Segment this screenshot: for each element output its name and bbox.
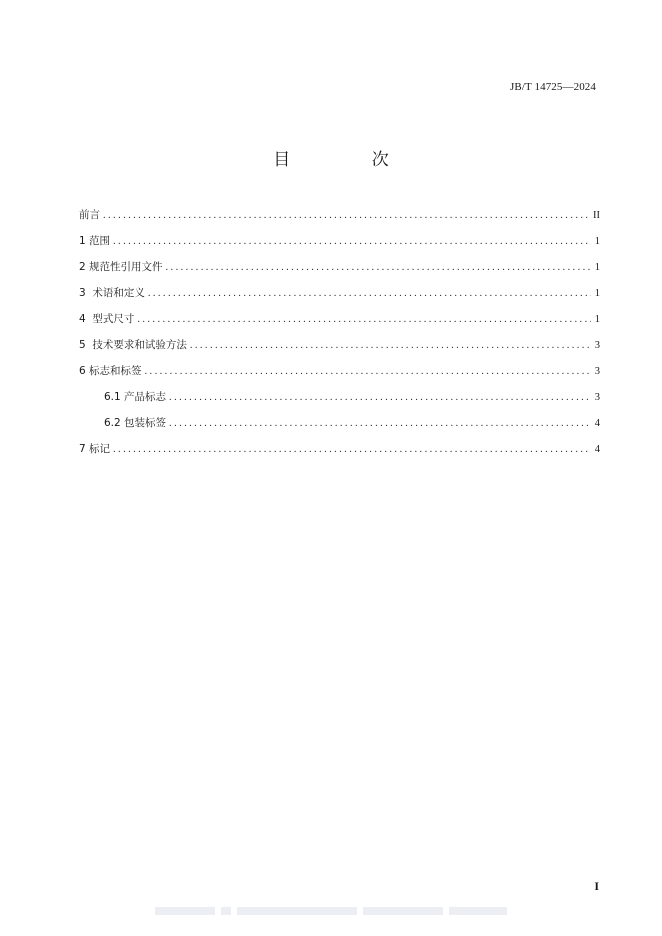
toc-entry-scope[interactable] xyxy=(79,233,600,259)
toc-leader-dots xyxy=(137,314,591,325)
toc-entry-marking-labelling[interactable] xyxy=(79,363,600,389)
toc-leader-dots xyxy=(113,444,591,455)
toc-entry-product-marking[interactable] xyxy=(79,389,600,415)
toc-entry-terms-definitions[interactable] xyxy=(79,285,600,311)
standard-number: JB/T 14725—2024 xyxy=(510,81,596,93)
toc-leader-dots xyxy=(148,288,591,299)
toc-entry-package-labelling[interactable] xyxy=(79,415,600,441)
table-of-contents xyxy=(79,207,600,467)
toc-title: 目 次 xyxy=(273,150,427,170)
toc-entry-page: 1 xyxy=(594,262,600,273)
toc-entry-page: 4 xyxy=(594,444,600,455)
toc-entry-label: 6.2 包装标签 xyxy=(104,417,167,429)
toc-entry-label: 6 标志和标签 xyxy=(79,365,142,377)
toc-entry-label: 5 技术要求和试验方法 xyxy=(79,339,187,351)
toc-entry-label: 4 型式尺寸 xyxy=(79,313,135,325)
toc-entry-label: 7 标记 xyxy=(79,443,111,455)
toc-entry-normative-references[interactable] xyxy=(79,259,600,285)
watermark xyxy=(155,904,507,918)
toc-entry-label: 3 术语和定义 xyxy=(79,287,145,299)
toc-entry-page: 1 xyxy=(594,236,600,247)
toc-leader-dots xyxy=(145,366,591,377)
toc-entry-foreword[interactable] xyxy=(79,207,600,233)
page-number: I xyxy=(594,879,599,893)
toc-entry-label: 6.1 产品标志 xyxy=(104,391,167,403)
toc-entry-designation[interactable] xyxy=(79,441,600,467)
toc-entry-label: 2 规范性引用文件 xyxy=(79,261,163,273)
toc-entry-page: II xyxy=(593,210,600,221)
toc-entry-label: 1 范围 xyxy=(79,235,111,247)
toc-entry-requirements-test-methods[interactable] xyxy=(79,337,600,363)
toc-entry-page: 3 xyxy=(594,366,600,377)
toc-leader-dots xyxy=(166,262,591,273)
toc-leader-dots xyxy=(169,392,591,403)
toc-entry-page: 1 xyxy=(594,314,600,325)
toc-leader-dots xyxy=(103,210,590,221)
toc-leader-dots xyxy=(190,340,591,351)
toc-leader-dots xyxy=(169,418,591,429)
toc-entry-page: 4 xyxy=(594,418,600,429)
toc-entry-label: 前言 xyxy=(79,209,100,221)
toc-entry-page: 3 xyxy=(594,392,600,403)
toc-entry-page: 3 xyxy=(594,340,600,351)
toc-entry-type-dimensions[interactable] xyxy=(79,311,600,337)
toc-leader-dots xyxy=(113,236,591,247)
toc-entry-page: 1 xyxy=(594,288,600,299)
